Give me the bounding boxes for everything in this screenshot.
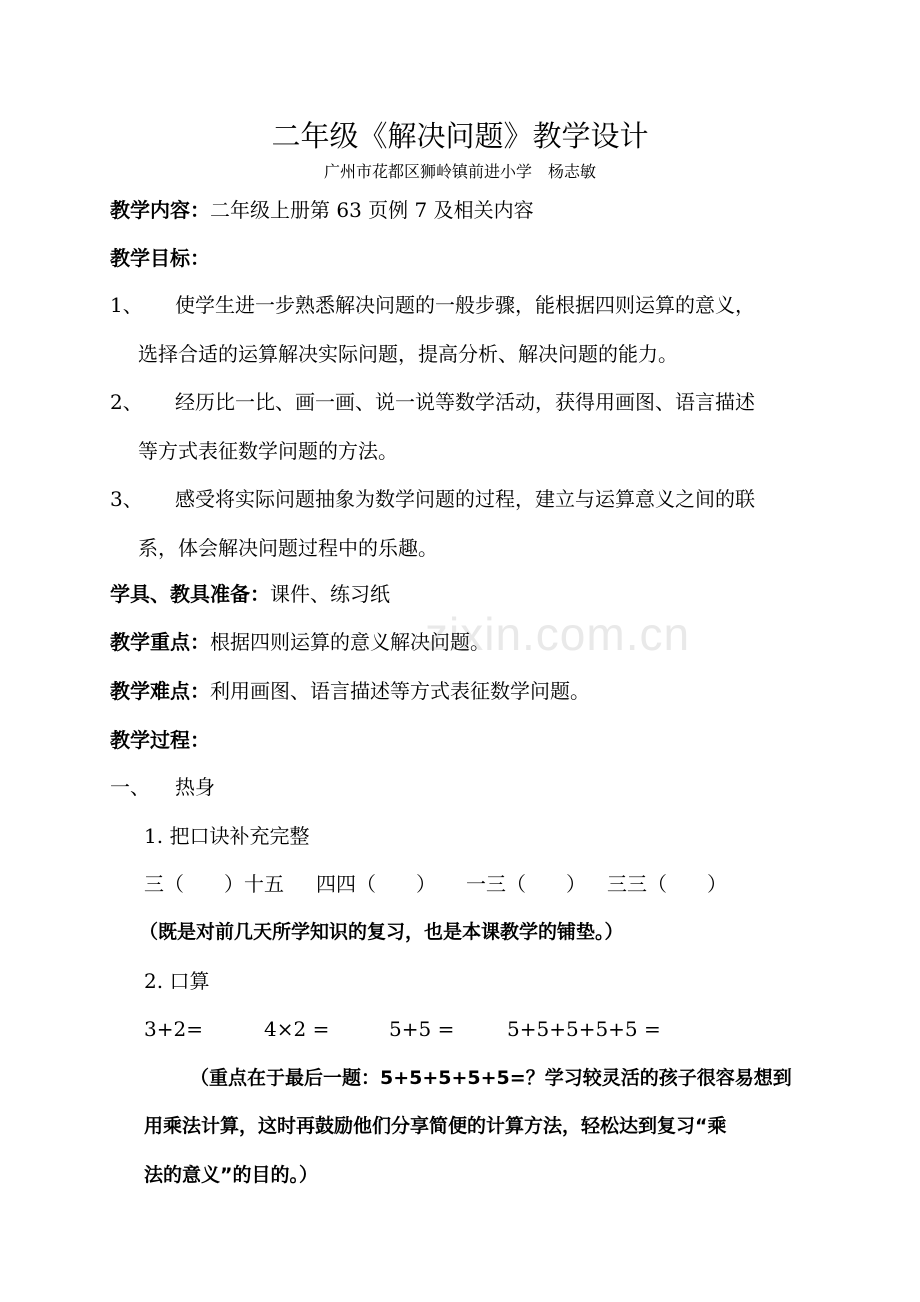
- section-1-title: 热身: [175, 775, 215, 799]
- task-2-note-line-2: 用乘法计算，这时再鼓励他们分享简便的计算方法，轻松达到复习“乘: [144, 1115, 727, 1137]
- calc-item-3: 5+5 =: [389, 1017, 455, 1041]
- rhyme-item-2: 四四（ ）: [316, 872, 436, 896]
- goal-1-line-1: 使学生进一步熟悉解决问题的一般步骤，能根据四则运算的意义，: [175, 293, 755, 317]
- key-label: 教学重点：: [110, 630, 210, 654]
- task-2-note-line-1: （重点在于最后一题：5+5+5+5+5=？学习较灵活的孩子很容易想到: [190, 1067, 792, 1089]
- task-1-title: 1. 把口诀补充完整: [144, 824, 310, 848]
- task-1-note: （既是对前几天所学知识的复习，也是本课教学的铺垫。）: [139, 921, 624, 943]
- difficult-text: 利用画图、语言描述等方式表征数学问题。: [210, 679, 590, 703]
- document-title: 二年级《解决问题》教学设计: [271, 119, 649, 153]
- goal-3-line-2: 系，体会解决问题过程中的乐趣。: [138, 536, 438, 560]
- rhyme-item-3: 一三（ ）: [466, 872, 586, 896]
- goal-3-number: 3、: [110, 487, 143, 511]
- key-row: [110, 628, 490, 656]
- calc-item-2: 4×2 =: [264, 1017, 330, 1041]
- goal-3-line-1: 感受将实际问题抽象为数学问题的过程，建立与运算意义之间的联: [175, 487, 755, 511]
- goal-1-number: 1、: [110, 293, 143, 317]
- prep-label: 学具、教具准备：: [110, 582, 270, 606]
- difficult-row: [110, 677, 590, 705]
- rhyme-item-4: 三三（ ）: [607, 872, 727, 896]
- content-row: [110, 196, 534, 224]
- content-text: 二年级上册第 63 页例 7 及相关内容: [210, 198, 534, 222]
- goal-2-line-2: 等方式表征数学问题的方法。: [138, 439, 398, 463]
- prep-text: 课件、练习纸: [270, 582, 390, 606]
- prep-row: [110, 580, 390, 608]
- goals-label: 教学目标：: [110, 246, 210, 270]
- key-text: 根据四则运算的意义解决问题。: [210, 630, 490, 654]
- calc-item-1: 3+2=: [144, 1017, 203, 1041]
- author-line: 广州市花都区狮岭镇前进小学 杨志敏: [323, 162, 596, 181]
- watermark: zixin.com.cn: [425, 608, 691, 660]
- goal-2-number: 2、: [110, 390, 143, 414]
- content-label: 教学内容：: [110, 198, 210, 222]
- process-label: 教学过程：: [110, 728, 210, 752]
- calc-item-4: 5+5+5+5+5 =: [507, 1017, 661, 1041]
- section-1-number: 一、: [110, 775, 150, 799]
- task-2-note-line-3: 法的意义”的目的。）: [144, 1164, 318, 1186]
- goal-1-line-2: 选择合适的运算解决实际问题，提高分析、解决问题的能力。: [138, 342, 678, 366]
- rhyme-item-1: 三（ ）十五: [144, 872, 284, 896]
- goal-2-line-1: 经历比一比、画一画、说一说等数学活动，获得用画图、语言描述: [175, 390, 755, 414]
- task-2-title: 2. 口算: [144, 969, 210, 993]
- difficult-label: 教学难点：: [110, 679, 210, 703]
